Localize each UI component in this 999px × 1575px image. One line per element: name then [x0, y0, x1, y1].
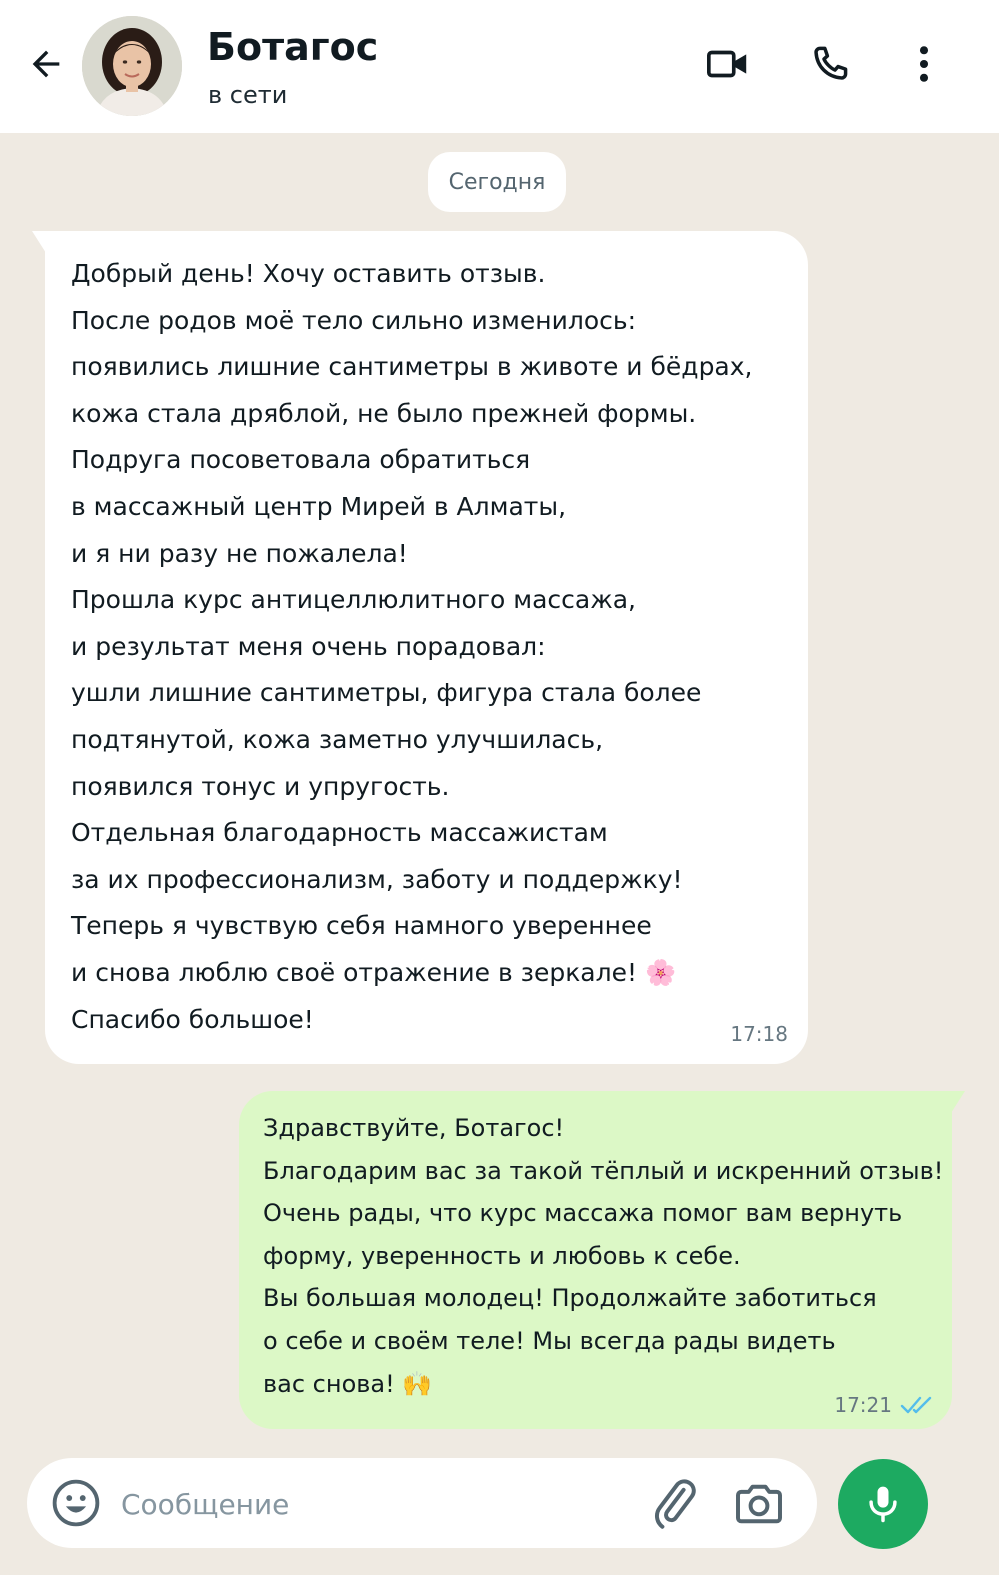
- double-check-icon: [900, 1394, 934, 1416]
- camera-icon: [731, 1476, 787, 1532]
- contact-name[interactable]: Ботагос: [207, 25, 379, 69]
- message-line: появились лишние сантиметры в животе и бёдрах,: [71, 352, 753, 382]
- message-line: Добрый день! Хочу оставить отзыв.: [71, 259, 546, 288]
- avatar[interactable]: [82, 16, 182, 116]
- back-button[interactable]: [22, 40, 70, 88]
- message-input[interactable]: [119, 1478, 623, 1530]
- arrow-back-icon: [26, 44, 66, 84]
- message-line: в массажный центр Мирей в Алматы,: [71, 491, 567, 521]
- date-separator: Сегодня: [428, 152, 566, 212]
- outgoing-message[interactable]: [239, 1091, 952, 1429]
- message-line: Отдельная благодарность массажистам: [71, 818, 608, 848]
- message-line: и я ни разу не пожалела!: [71, 538, 408, 568]
- message-line: и результат меня очень порадовал:: [71, 631, 546, 661]
- message-line: Теперь я чувствую себя намного увереннее: [71, 911, 652, 941]
- message-line: Спасибо большое!: [71, 1004, 314, 1034]
- chat-header: [0, 0, 999, 133]
- message-line: и снова люблю своё отражение в зеркале! 🌸: [71, 957, 677, 987]
- paperclip-icon: [647, 1476, 703, 1532]
- message-line: появился тонус и упругость.: [71, 771, 450, 801]
- camera-button[interactable]: [731, 1476, 787, 1532]
- message-line: вас снова! 🙌: [263, 1369, 433, 1398]
- message-line: Подруга посоветовала обратиться: [71, 445, 531, 475]
- contact-status: в сети: [208, 81, 288, 109]
- message-line: Прошла курс антицеллюлитного массажа,: [71, 585, 637, 615]
- message-line: о себе и своём теле! Мы всегда рады видеть: [263, 1326, 836, 1355]
- message-line: за их профессионализм, заботу и поддержку!: [71, 864, 683, 894]
- message-line: ушли лишние сантиметры, фигура стала более: [71, 678, 702, 708]
- microphone-icon: [861, 1482, 905, 1526]
- voice-record-button[interactable]: [838, 1459, 928, 1549]
- video-call-icon: [705, 41, 751, 87]
- emoji-icon: [49, 1476, 103, 1530]
- message-line: Очень рады, что курс массажа помог вам вернуть: [263, 1199, 903, 1228]
- message-line: После родов моё тело сильно изменилось:: [71, 305, 637, 335]
- message-composer: [27, 1458, 817, 1548]
- emoji-button[interactable]: [49, 1476, 103, 1530]
- message-line: кожа стала дряблой, не было прежней формы.: [71, 398, 697, 428]
- message-line: Здравствуйте, Ботагос!: [263, 1114, 565, 1142]
- message-time: 17:21: [834, 1393, 892, 1417]
- avatar-image: [82, 16, 182, 116]
- voice-call-button[interactable]: [802, 36, 858, 92]
- incoming-message[interactable]: [45, 231, 808, 1064]
- bubble-tail: [951, 1091, 965, 1113]
- attach-button[interactable]: [647, 1476, 703, 1532]
- more-vert-icon: [902, 42, 946, 86]
- message-line: форму, уверенность и любовь к себе.: [263, 1241, 741, 1270]
- message-line: подтянутой, кожа заметно улучшилась,: [71, 724, 604, 754]
- phone-icon: [808, 42, 852, 86]
- more-options-button[interactable]: [896, 36, 952, 92]
- message-time: 17:18: [730, 1022, 788, 1046]
- message-line: Вы большая молодец! Продолжайте заботиться: [263, 1284, 877, 1313]
- message-meta: [834, 1393, 934, 1417]
- video-call-button[interactable]: [700, 36, 756, 92]
- message-line: Благодарим вас за такой тёплый и искренний отзыв!: [263, 1156, 944, 1185]
- bubble-tail: [32, 231, 46, 253]
